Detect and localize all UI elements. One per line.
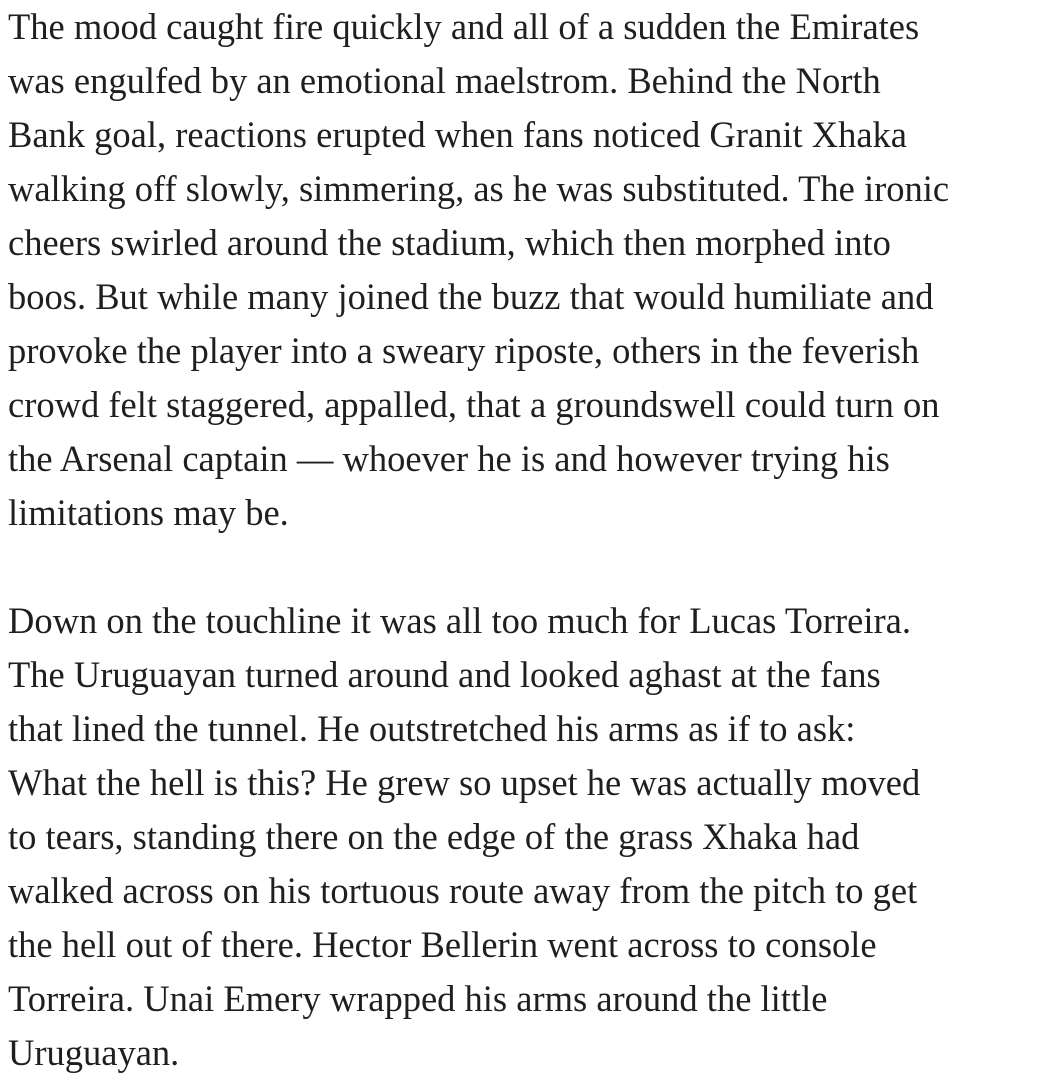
text-line: The mood caught fire quickly and all of a sudden the Emirates xyxy=(8,6,920,47)
text-line: provoke the player into a sweary riposte, others in the feverish xyxy=(8,330,920,371)
text-line: Down on the touchline it was all too much for Lucas Torreira. xyxy=(8,600,911,641)
text-line: walked across on his tortuous route away from the pitch to get xyxy=(8,870,918,911)
text-line: was engulfed by an emotional maelstrom. Behind the North xyxy=(8,60,881,101)
text-line: boos. But while many joined the buzz that would humiliate and xyxy=(8,276,934,317)
text-line: that lined the tunnel. He outstretched his arms as if to ask: xyxy=(8,708,856,749)
text-line: the hell out of there. Hector Bellerin went across to console xyxy=(8,924,877,965)
paragraph-2 xyxy=(8,594,1043,1080)
paragraph-1 xyxy=(8,0,1043,540)
text-line: cheers swirled around the stadium, which then morphed into xyxy=(8,222,891,263)
text-line: walking off slowly, simmering, as he was substituted. The ironic xyxy=(8,168,950,209)
text-line: crowd felt staggered, appalled, that a groundswell could turn on xyxy=(8,384,940,425)
text-line: the Arsenal captain — whoever he is and however trying his xyxy=(8,438,890,479)
text-line: to tears, standing there on the edge of the grass Xhaka had xyxy=(8,816,860,857)
text-line: What the hell is this? He grew so upset he was actually moved xyxy=(8,762,921,803)
text-line: limitations may be. xyxy=(8,492,289,533)
text-line: Torreira. Unai Emery wrapped his arms around the little xyxy=(8,978,828,1019)
text-line: The Uruguayan turned around and looked aghast at the fans xyxy=(8,654,881,695)
text-line: Bank goal, reactions erupted when fans noticed Granit Xhaka xyxy=(8,114,908,155)
text-line: Uruguayan. xyxy=(8,1032,180,1073)
